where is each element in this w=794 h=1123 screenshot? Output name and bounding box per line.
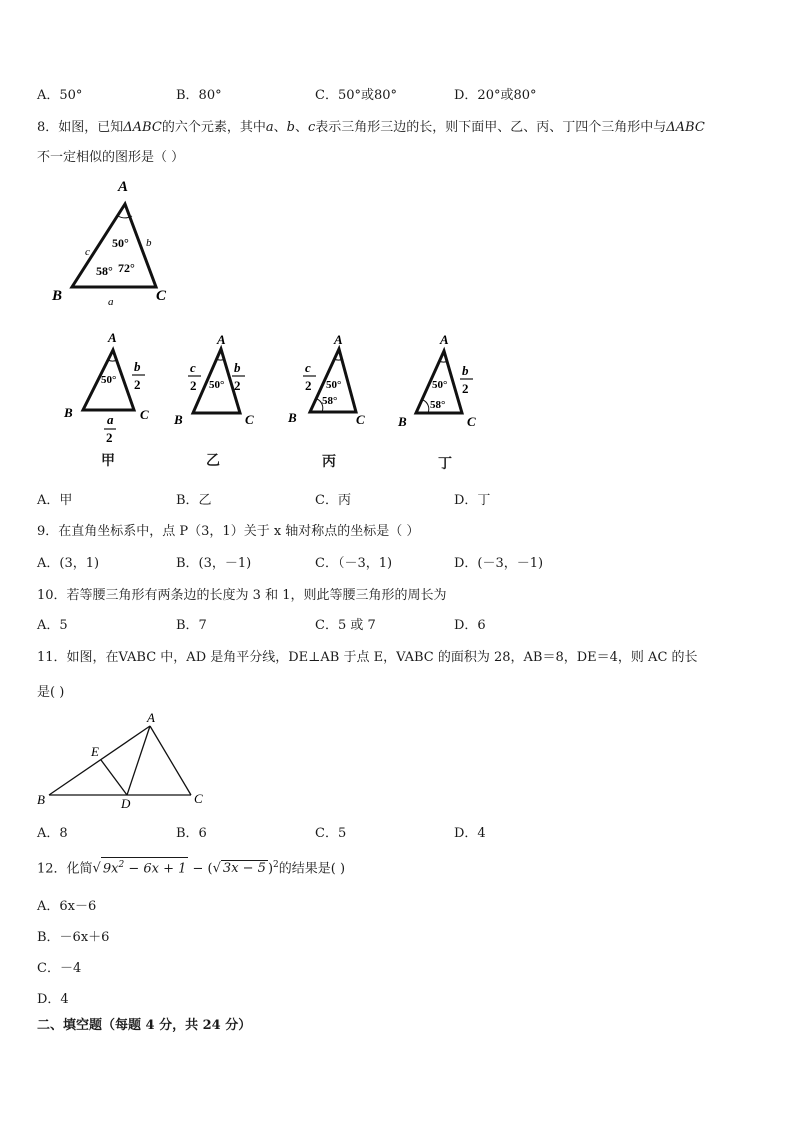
bing-label-b: B bbox=[288, 410, 297, 425]
jia-a-num: a bbox=[107, 412, 114, 427]
q11-label-a: A bbox=[147, 710, 155, 725]
q7-option-c[interactable]: C．50°或80° bbox=[315, 88, 398, 103]
section-2-title: 二、填空题（每题 4 分，共 24 分） bbox=[37, 1018, 252, 1033]
q7-option-a[interactable]: A．50° bbox=[37, 88, 83, 103]
q8-stem-line1 bbox=[37, 116, 705, 135]
jia-a-den: 2 bbox=[106, 430, 113, 445]
q8-main-side-a: a bbox=[108, 296, 114, 308]
q7-option-d[interactable]: D．20°或80° bbox=[454, 88, 537, 103]
ding-angle2: 58° bbox=[430, 399, 446, 411]
q7-option-b[interactable]: B．80° bbox=[176, 88, 222, 103]
q8-figure-jia bbox=[60, 330, 160, 452]
q8-stem-part3: 表示三角形三边的长，则下面甲、乙、丙、丁四个三角形中与 bbox=[315, 120, 667, 135]
q8-option-c[interactable]: C．丙 bbox=[315, 493, 351, 508]
q8-figure-bing-name: 丙 bbox=[322, 454, 336, 470]
q12-option-b[interactable]: B．－6x＋6 bbox=[37, 930, 110, 945]
q12-option-a[interactable]: A．6x－6 bbox=[37, 899, 97, 914]
q11-stem-line1: 11．如图，在VABC 中，AD 是角平分线，DE⊥AB 于点 E，VABC 的面积为 28，AB＝8，DE＝4，则 AC 的长 bbox=[37, 650, 698, 665]
q8-main-angle-c: 72° bbox=[118, 261, 135, 275]
q11-label-c: C bbox=[194, 791, 203, 806]
q8-figure-ding bbox=[394, 330, 494, 435]
q8-main-label-b: B bbox=[52, 288, 63, 304]
yi-c-num: c bbox=[190, 360, 196, 375]
q8-figure-ding-name: 丁 bbox=[438, 456, 452, 472]
ding-label-c: C bbox=[467, 414, 476, 429]
jia-label-b: B bbox=[64, 405, 73, 420]
jia-label-a: A bbox=[108, 330, 117, 345]
yi-c-den: 2 bbox=[190, 378, 197, 393]
q11-option-b[interactable]: B．6 bbox=[176, 826, 207, 841]
ding-label-a: A bbox=[440, 332, 449, 347]
bing-angle2: 58° bbox=[322, 395, 338, 407]
q12-radical-2: √ 3x − 5 bbox=[212, 861, 266, 877]
ding-b-num: b bbox=[462, 363, 469, 378]
yi-angle: 50° bbox=[209, 379, 225, 391]
q10-option-c[interactable]: C．5 或 7 bbox=[315, 618, 376, 633]
bing-c-den: 2 bbox=[305, 378, 312, 393]
q11-label-e: E bbox=[91, 744, 99, 759]
q8-figure-jia-name: 甲 bbox=[101, 453, 115, 469]
q12-minus: − ( bbox=[188, 861, 213, 877]
q11-label-b: B bbox=[37, 792, 45, 807]
q10-option-d[interactable]: D．6 bbox=[454, 618, 486, 633]
q11-stem-line2: 是( ) bbox=[37, 685, 65, 700]
q8-sep1: 、 bbox=[273, 120, 287, 135]
ding-angle: 50° bbox=[432, 379, 448, 391]
q8-stem-line2: 不一定相似的图形是（ ） bbox=[37, 150, 185, 165]
q12-stem bbox=[37, 857, 345, 876]
ding-label-b: B bbox=[398, 414, 407, 429]
q8-var-c: c bbox=[307, 120, 316, 135]
q8-figure-bing bbox=[284, 330, 384, 435]
jia-b-num: b bbox=[134, 359, 141, 374]
q8-main-angle-b: 58° bbox=[96, 264, 113, 278]
q8-option-d[interactable]: D．丁 bbox=[454, 493, 491, 508]
q10-option-a[interactable]: A．5 bbox=[37, 618, 68, 633]
q9-option-b[interactable]: B．(3，－1) bbox=[176, 556, 252, 571]
jia-label-c: C bbox=[140, 407, 149, 422]
q9-option-c[interactable]: C．（－3，1) bbox=[315, 556, 393, 571]
q11-option-c[interactable]: C．5 bbox=[315, 826, 347, 841]
q10-stem: 10．若等腰三角形有两条边的长度为 3 和 1，则此等腰三角形的周长为 bbox=[37, 588, 447, 603]
q9-stem: 9．在直角坐标系中，点 P（3，1）关于 x 轴对称点的坐标是（ ） bbox=[37, 524, 420, 539]
q8-main-label-a: A bbox=[118, 179, 129, 195]
q12-rad1-rest: − 6x + 1 bbox=[124, 861, 187, 877]
q12-stem-suffix: 的结果是( ) bbox=[278, 861, 346, 877]
q12-radical-1: √ $9x^2 - 6x + 1$ bbox=[93, 861, 189, 876]
ding-b-den: 2 bbox=[462, 381, 469, 396]
q12-rad2: 3x − 5 bbox=[222, 861, 266, 877]
q8-tri-label-2: ΔABC bbox=[666, 120, 705, 135]
jia-b-den: 2 bbox=[134, 377, 141, 392]
q8-tri-label: ΔABC bbox=[123, 120, 162, 135]
q8-option-a[interactable]: A．甲 bbox=[37, 493, 73, 508]
q12-option-d[interactable]: D．4 bbox=[37, 992, 69, 1007]
q8-main-label-c: C bbox=[156, 288, 167, 304]
q12-stem-prefix: 12．化简 bbox=[37, 861, 93, 877]
q8-stem-part2: 的六个元素，其中 bbox=[161, 120, 266, 135]
q12-close: ) bbox=[267, 861, 274, 877]
q11-option-a[interactable]: A．8 bbox=[37, 826, 68, 841]
yi-label-a: A bbox=[217, 332, 226, 347]
q8-var-b: b bbox=[286, 120, 295, 135]
q8-option-b[interactable]: B．乙 bbox=[176, 493, 212, 508]
bing-label-a: A bbox=[334, 332, 343, 347]
q10-option-b[interactable]: B．7 bbox=[176, 618, 207, 633]
yi-b-den: 2 bbox=[234, 378, 241, 393]
q9-option-d[interactable]: D．(－3，－1) bbox=[454, 556, 544, 571]
q8-figure-yi-name: 乙 bbox=[206, 453, 220, 469]
q9-option-a[interactable]: A．(3，1) bbox=[37, 556, 100, 571]
q12-option-c[interactable]: C．－4 bbox=[37, 961, 82, 976]
bing-angle: 50° bbox=[326, 379, 342, 391]
q12-rad1-base: 9x bbox=[102, 861, 119, 877]
yi-label-b: B bbox=[174, 412, 183, 427]
q11-option-d[interactable]: D．4 bbox=[454, 826, 486, 841]
q8-sep2: 、 bbox=[294, 120, 308, 135]
yi-label-c: C bbox=[245, 412, 254, 427]
q8-main-angle-a: 50° bbox=[112, 236, 129, 250]
q12-sq-exp: 2 bbox=[273, 860, 279, 870]
q8-main-figure bbox=[48, 176, 188, 308]
bing-c-num: c bbox=[305, 360, 311, 375]
yi-b-num: b bbox=[234, 360, 241, 375]
bing-label-c: C bbox=[356, 412, 365, 427]
q8-figure-yi bbox=[170, 330, 270, 435]
jia-angle: 50° bbox=[101, 374, 117, 386]
q8-main-side-b: b bbox=[146, 237, 152, 249]
q8-var-a: a bbox=[265, 120, 274, 135]
q8-stem-part1: 8．如图，已知 bbox=[37, 120, 124, 135]
q12-rad1-exp: 2 bbox=[118, 860, 125, 870]
q8-main-side-c: c bbox=[85, 246, 90, 258]
q11-figure bbox=[33, 708, 213, 810]
q11-label-d: D bbox=[121, 796, 131, 810]
